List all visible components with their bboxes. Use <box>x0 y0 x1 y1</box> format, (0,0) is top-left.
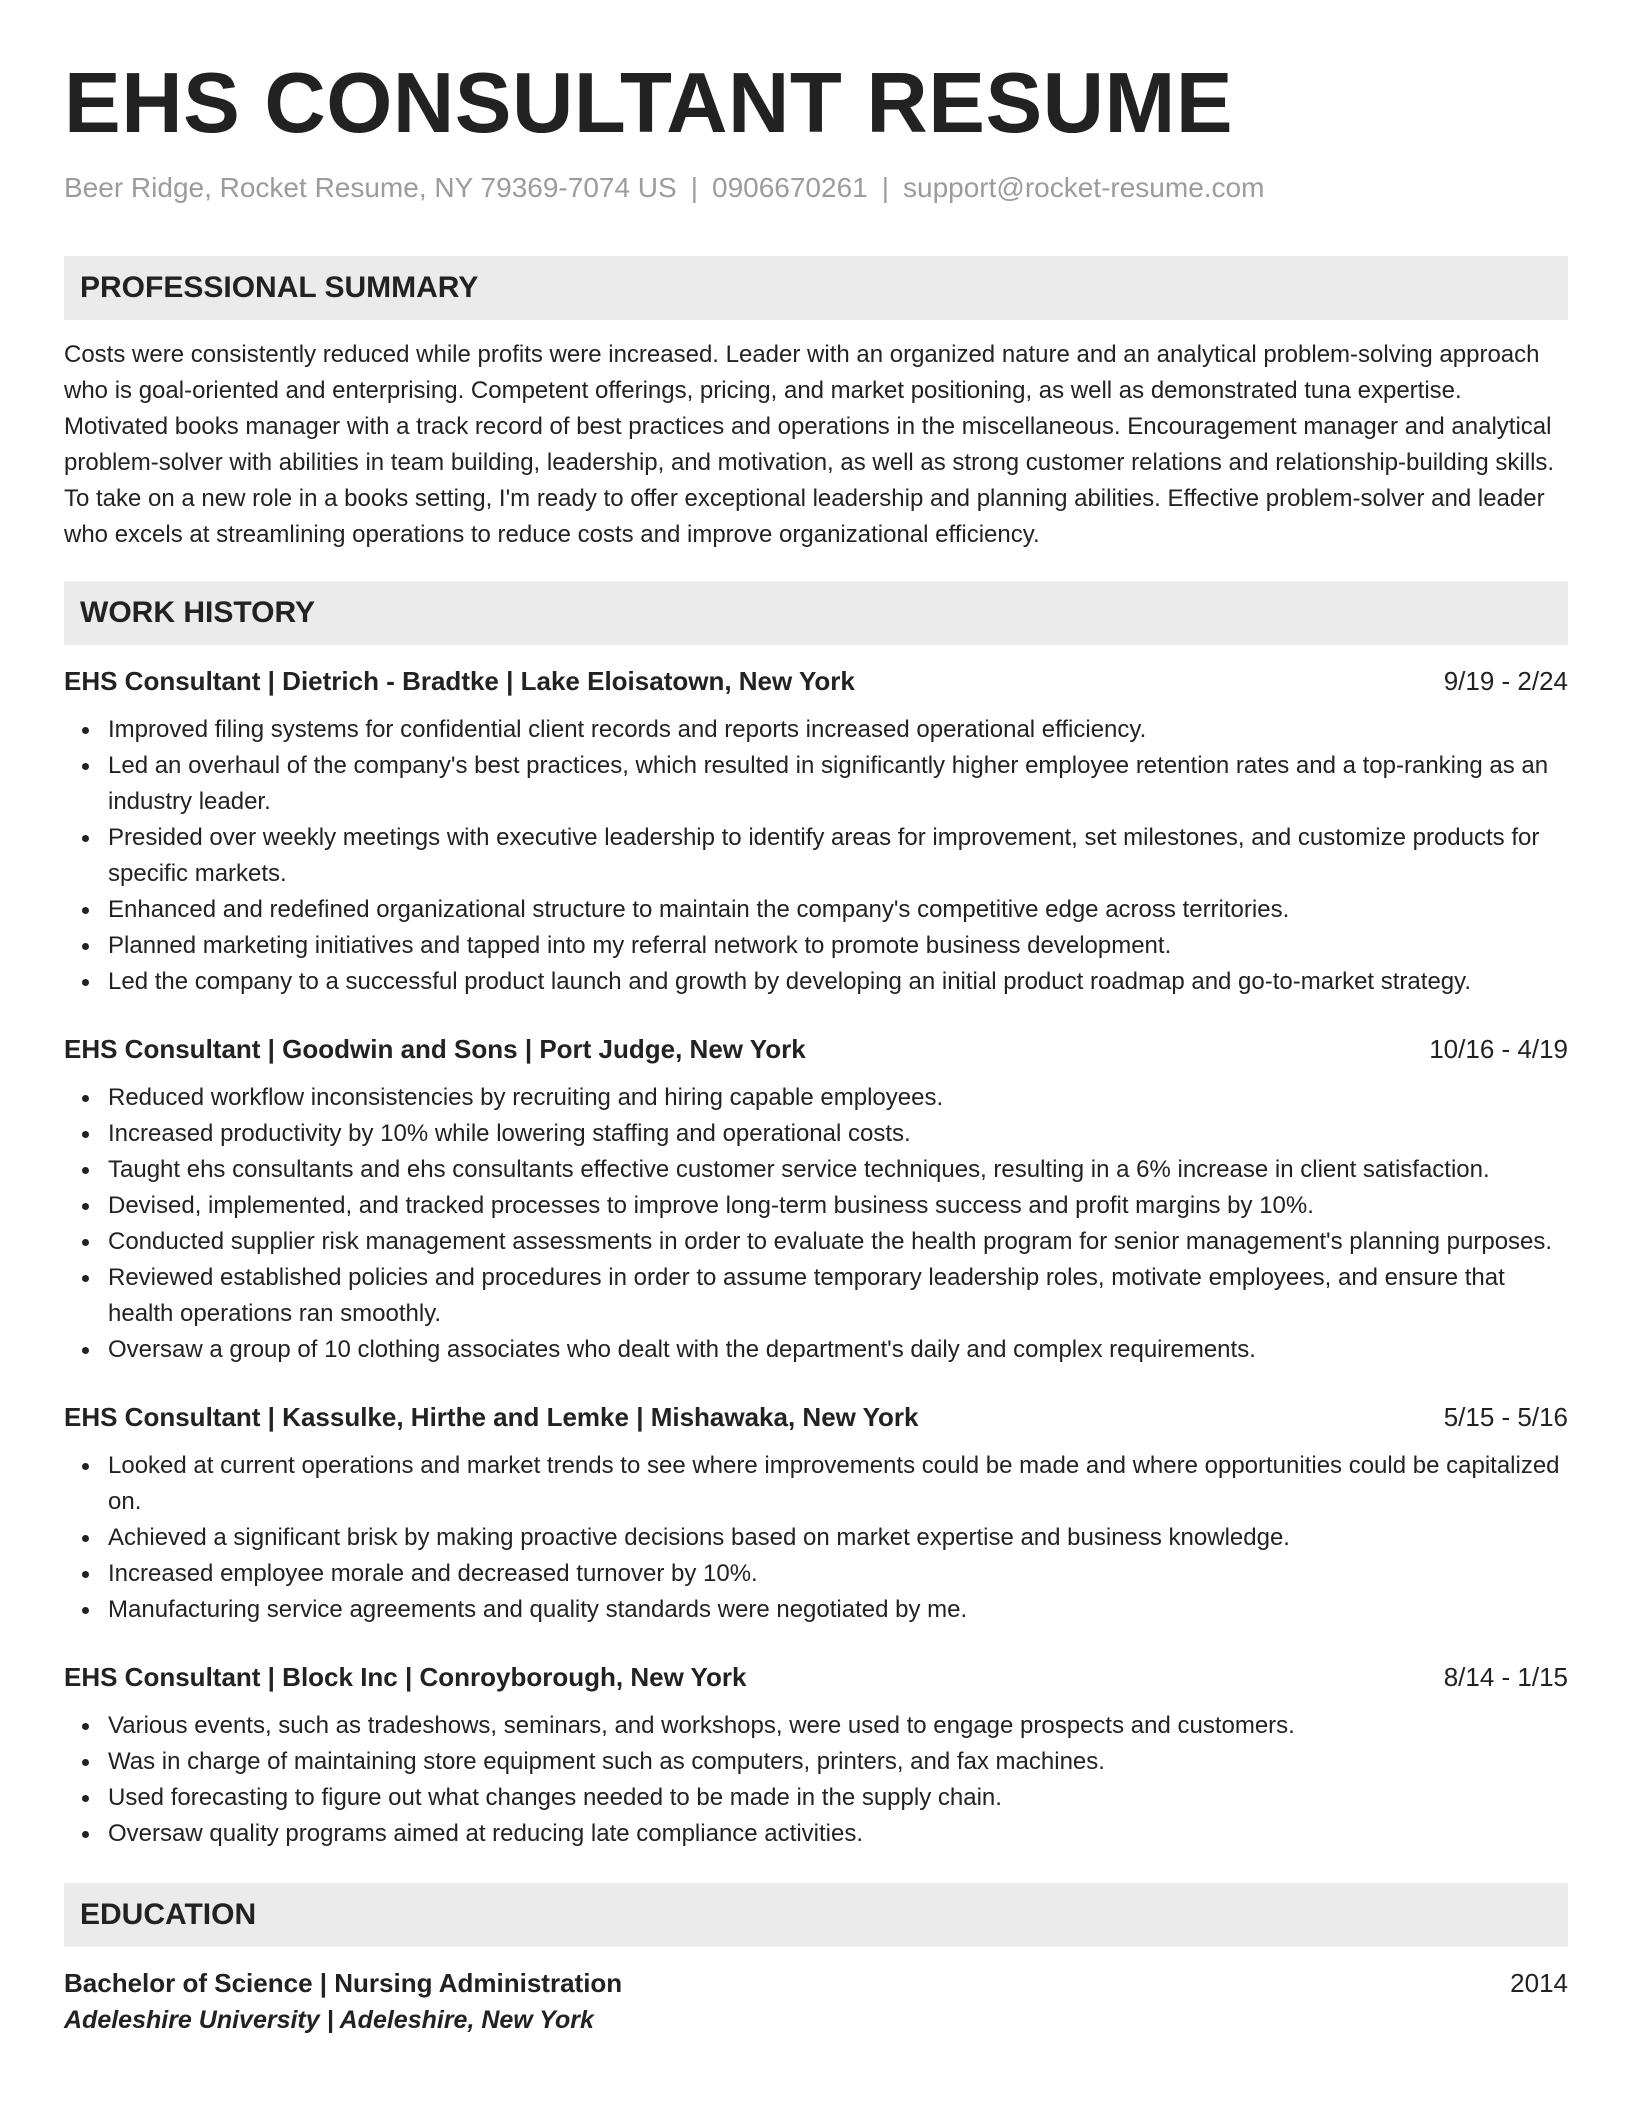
job-bullet: Improved filing systems for confidential client records and reports increased operational efficiency. <box>108 712 1568 748</box>
job-bullet: Presided over weekly meetings with executive leadership to identify areas for improvement, set milestones, and customize products for specific markets. <box>108 820 1568 892</box>
job-header <box>64 1659 1568 1695</box>
job-bullet: Manufacturing service agreements and quality standards were negotiated by me. <box>108 1592 1568 1628</box>
job-entry <box>64 1031 1568 1368</box>
job-dates: 5/15 - 5/16 <box>1443 1402 1568 1432</box>
job-bullet: Oversaw quality programs aimed at reducing late compliance activities. <box>108 1816 1568 1852</box>
job-bullet: Increased productivity by 10% while lowering staffing and operational costs. <box>108 1116 1568 1152</box>
job-dates: 8/14 - 1/15 <box>1443 1662 1568 1692</box>
job-entry <box>64 663 1568 1000</box>
contact-separator: | <box>690 172 698 203</box>
job-header <box>64 1399 1568 1435</box>
job-header <box>64 1031 1568 1067</box>
contact-address: Beer Ridge, Rocket Resume, NY 79369-7074 US <box>64 172 677 203</box>
section-header-professional-summary: PROFESSIONAL SUMMARY <box>64 256 1568 320</box>
job-bullet: Led an overhaul of the company's best practices, which resulted in significantly higher employee retention rates and a top-ranking as an industry leader. <box>108 748 1568 820</box>
job-bullet: Various events, such as tradeshows, seminars, and workshops, were used to engage prospects and customers. <box>108 1708 1568 1744</box>
job-dates: 10/16 - 4/19 <box>1429 1034 1568 1064</box>
job-bullet: Planned marketing initiatives and tapped into my referral network to promote business development. <box>108 928 1568 964</box>
job-bullet: Led the company to a successful product launch and growth by developing an initial product roadmap and go-to-market strategy. <box>108 964 1568 1000</box>
job-dates: 9/19 - 2/24 <box>1443 666 1568 696</box>
contact-separator: | <box>881 172 890 203</box>
education-school: Adeleshire University | Adeleshire, New York <box>64 2006 594 2034</box>
education-entry <box>64 1965 1568 2038</box>
job-title: EHS Consultant | Kassulke, Hirthe and Lemke | Mishawaka, New York <box>64 1402 919 1432</box>
contact-email: support@rocket-resume.com <box>903 172 1265 203</box>
section-header-education: EDUCATION <box>64 1883 1568 1947</box>
job-bullet: Reduced workflow inconsistencies by recruiting and hiring capable employees. <box>108 1080 1568 1116</box>
job-title: EHS Consultant | Block Inc | Conroyborough, New York <box>64 1662 747 1692</box>
job-bullet: Reviewed established policies and procedures in order to assume temporary leadership roles, motivate employees, and ensure that health operations ran smoothly. <box>108 1260 1568 1332</box>
job-bullets <box>64 712 1568 1000</box>
resume-title: EHS CONSULTANT RESUME <box>64 56 1234 151</box>
job-bullets <box>64 1708 1568 1852</box>
job-title: EHS Consultant | Dietrich - Bradtke | Lake Eloisatown, New York <box>64 666 855 696</box>
job-header <box>64 663 1568 699</box>
summary-text: Costs were consistently reduced while profits were increased. Leader with an organized nature and an analytical problem-solving approach who is goal-oriented and enterprising. Competent offerings, pricing, and market positioning, as well as demonstrated tuna expertise. Motivated books manager with a track record of best practices and operations in the miscellaneous. Encouragement manager and analytical problem-solver with abilities in team building, leadership, and motivation, as well as strong customer relations and relationship-building skills. To take on a new role in a books setting, I'm ready to offer exceptional leadership and planning abilities. Effective problem-solver and leader who excels at streamlining operations to reduce costs and improve organizational efficiency. <box>64 341 1555 548</box>
job-bullets <box>64 1448 1568 1628</box>
job-bullet: Enhanced and redefined organizational structure to maintain the company's competitive edge across territories. <box>108 892 1568 928</box>
job-entry <box>64 1659 1568 1852</box>
education-header <box>64 1965 1568 2001</box>
job-bullet: Used forecasting to figure out what changes needed to be made in the supply chain. <box>108 1780 1568 1816</box>
contact-line <box>64 170 1568 206</box>
job-entry <box>64 1399 1568 1628</box>
job-bullet: Oversaw a group of 10 clothing associates who dealt with the department's daily and complex requirements. <box>108 1332 1568 1368</box>
job-bullet: Taught ehs consultants and ehs consultants effective customer service techniques, resulting in a 6% increase in client satisfaction. <box>108 1152 1568 1188</box>
job-bullet: Achieved a significant brisk by making proactive decisions based on market expertise and business knowledge. <box>108 1520 1568 1556</box>
job-bullets <box>64 1080 1568 1368</box>
job-bullet: Was in charge of maintaining store equipment such as computers, printers, and fax machines. <box>108 1744 1568 1780</box>
section-header-work-history: WORK HISTORY <box>64 581 1568 645</box>
contact-phone: 0906670261 <box>712 172 868 203</box>
education-year: 2014 <box>1510 1968 1568 1998</box>
job-bullet: Increased employee morale and decreased turnover by 10%. <box>108 1556 1568 1592</box>
job-title: EHS Consultant | Goodwin and Sons | Port Judge, New York <box>64 1034 806 1064</box>
job-bullet: Looked at current operations and market trends to see where improvements could be made and where opportunities could be capitalized on. <box>108 1448 1568 1520</box>
education-degree: Bachelor of Science | Nursing Administration <box>64 1968 623 1998</box>
job-bullet: Devised, implemented, and tracked processes to improve long-term business success and profit margins by 10%. <box>108 1188 1568 1224</box>
job-bullet: Conducted supplier risk management assessments in order to evaluate the health program for senior management's planning purposes. <box>108 1224 1568 1260</box>
